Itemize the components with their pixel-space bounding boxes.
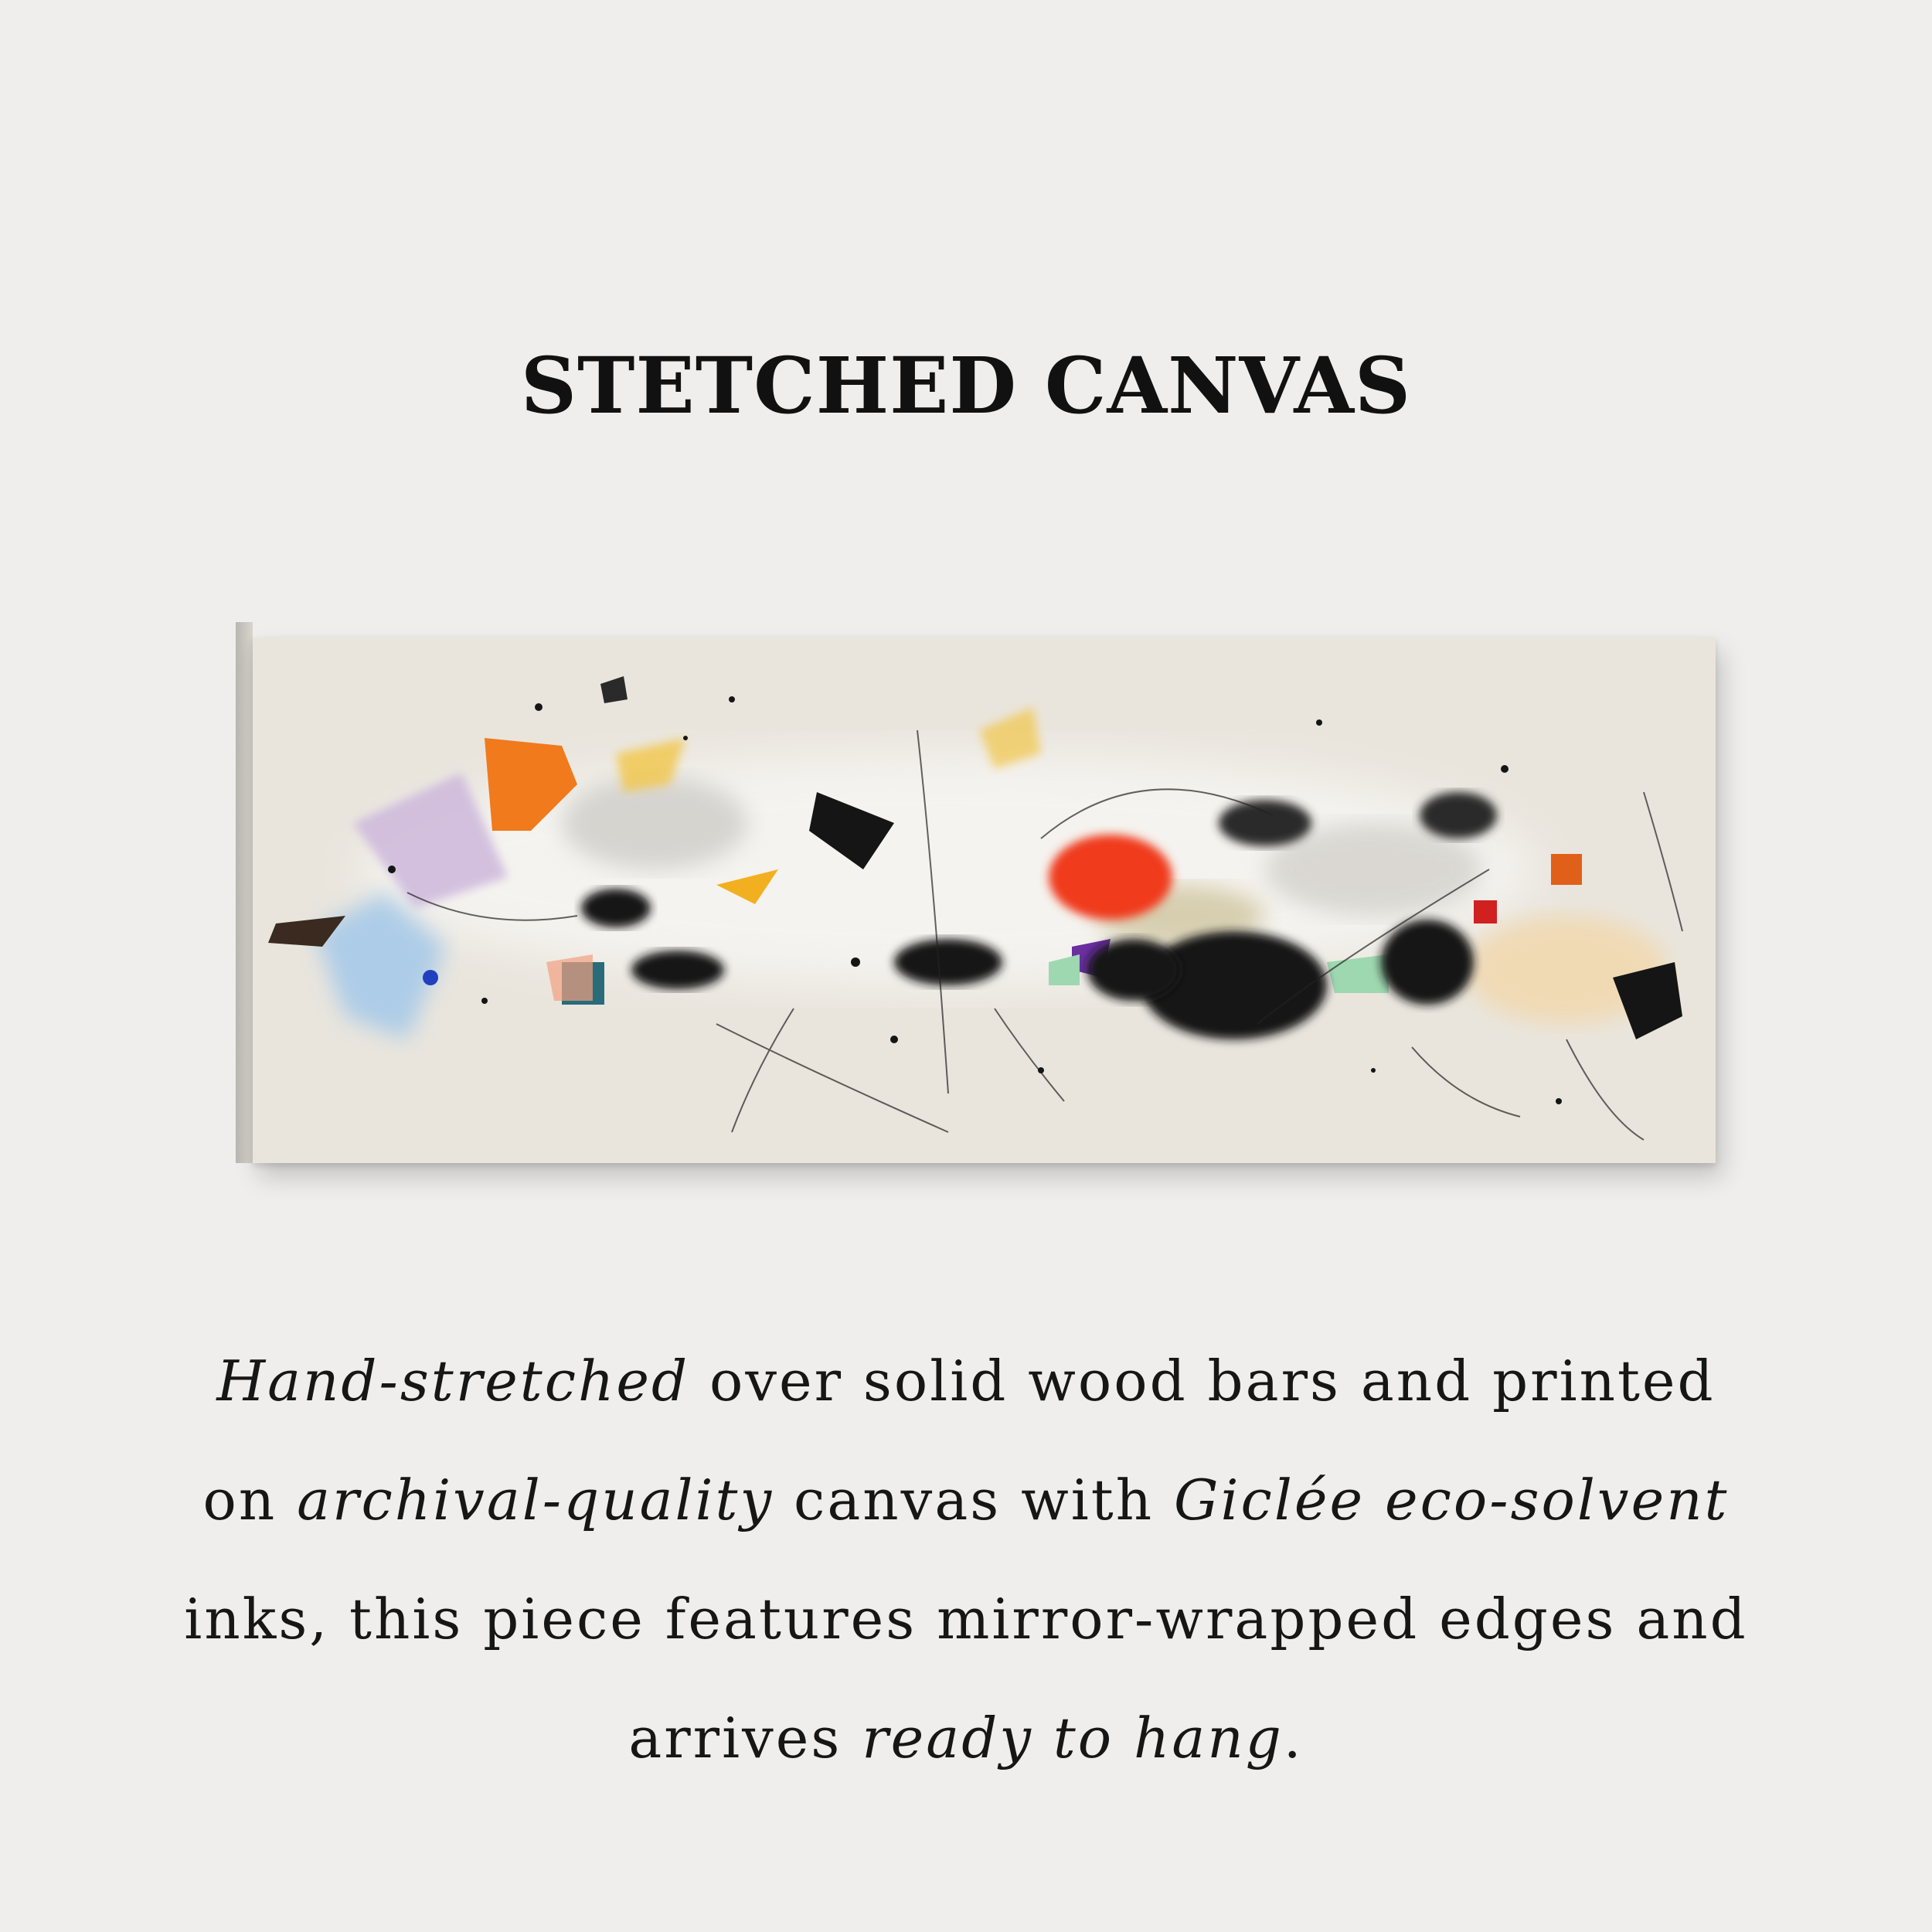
description-line-1 xyxy=(155,1321,1777,1440)
description-text: canvas with xyxy=(774,1468,1174,1532)
description-text: on xyxy=(202,1468,298,1532)
archival-quality-text: archival-quality xyxy=(297,1468,774,1532)
abstract-painting-image xyxy=(253,638,1716,1163)
product-description xyxy=(155,1321,1777,1798)
canvas-side-edge xyxy=(236,622,253,1163)
description-line-3 xyxy=(155,1560,1777,1679)
giclee-text: Giclée eco-solvent xyxy=(1173,1468,1730,1532)
description-line-2 xyxy=(155,1440,1777,1560)
ready-to-hang-text: ready to hang xyxy=(862,1706,1284,1770)
description-text: over solid wood bars and printed xyxy=(689,1349,1716,1413)
page-title: STETCHED CANVAS xyxy=(520,340,1412,431)
description-line-4 xyxy=(155,1679,1777,1798)
description-text: arrives xyxy=(628,1706,862,1770)
description-text: . xyxy=(1283,1706,1304,1770)
canvas-painting xyxy=(253,638,1716,1163)
hand-stretched-text: Hand-stretched xyxy=(216,1349,690,1413)
description-text: inks, this piece features mirror-wrapped edges and xyxy=(184,1587,1748,1651)
canvas-artwork xyxy=(236,622,1716,1163)
